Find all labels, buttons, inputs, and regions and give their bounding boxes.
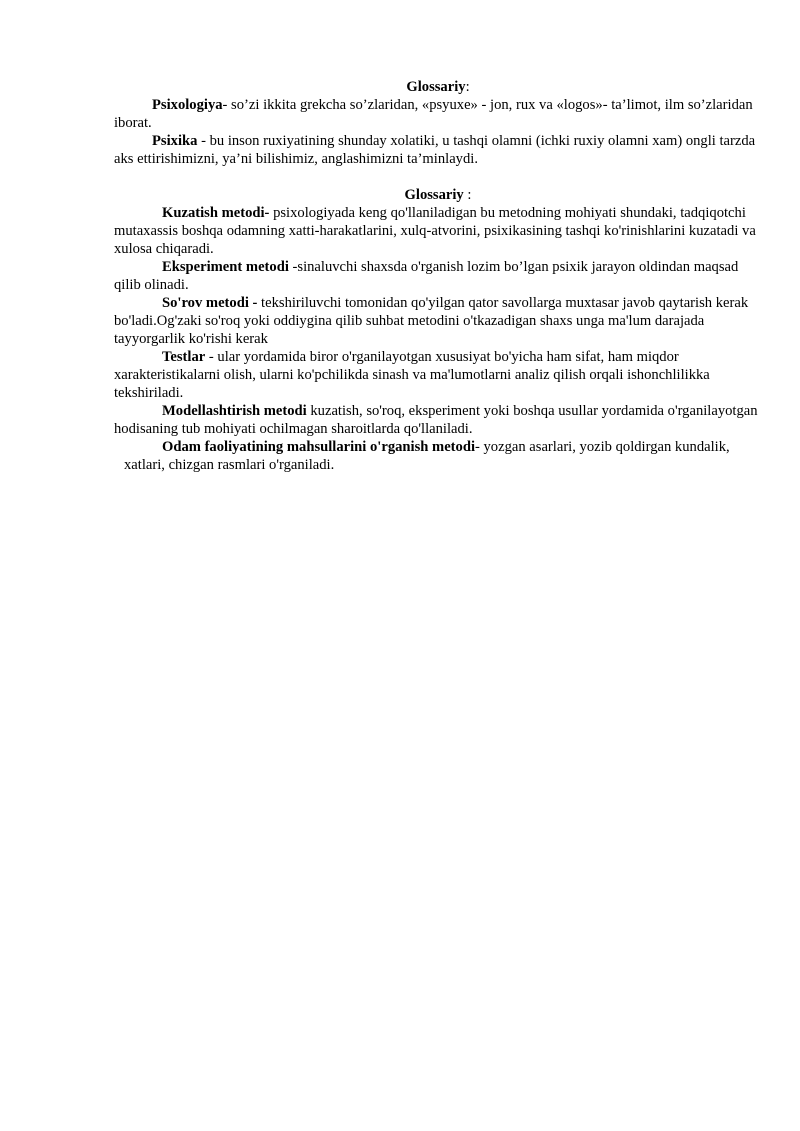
glossary-heading-1 <box>114 78 762 96</box>
glossary-entry-psixika <box>114 132 762 168</box>
term-sorov: So'rov metodi - <box>162 295 258 311</box>
term-kuzatish: Kuzatish metodi- <box>162 205 270 221</box>
glossary-entry-faoliyat-mahsullari <box>114 438 762 474</box>
section-spacer <box>114 168 762 186</box>
glossary-entry-kuzatish <box>114 204 762 258</box>
definition-testlar: - ular yordamida biror o'rganilayotgan xususiyat bo'yicha ham sifat, ham miqdor xarakteristikalarni olish, ularni ko'pchilikda sinash va ma'lumotlarni analiz qilish orqali ishonchlilikka tekshiriladi. <box>114 349 710 401</box>
term-eksperiment: Eksperiment metodi <box>162 259 289 275</box>
term-psixologiya: Psixologiya <box>152 97 223 113</box>
document-page <box>114 78 762 474</box>
glossary-heading-2-suffix: : <box>463 187 472 203</box>
glossary-entry-modellashtirish <box>114 402 762 438</box>
term-testlar: Testlar <box>162 349 206 365</box>
glossary-heading-2-text: Glossariy <box>404 187 464 203</box>
glossary-heading-2 <box>114 186 762 204</box>
glossary-entry-psixologiya <box>114 96 762 132</box>
glossary-entry-eksperiment <box>114 258 762 294</box>
term-faoliyat-mahsullari: Odam faoliyatining mahsullarini o'rganish metodi <box>162 439 475 455</box>
definition-psixika: - bu inson ruxiyatining shunday xolatiki, u tashqi olamni (ichki ruxiy olamni xam) ongli tarzda aks ettirishimizni, ya’ni bilishimiz, anglashimizni ta’minlaydi. <box>114 133 756 167</box>
glossary-entry-testlar <box>114 348 762 402</box>
term-psixika: Psixika <box>152 133 198 149</box>
definition-kuzatish: psixologiyada keng qo'llaniladigan bu metodning mohiyati shundaki, tadqiqotchi mutaxassis boshqa odamning xatti-harakatlarini, xulq-atvorini, psixikasining tashqi ko'rinishlarini kuzatadi va xulosa chiqaradi. <box>114 205 756 257</box>
definition-eksperiment: -sinaluvchi shaxsda o'rganish lozim bo’lgan psixik jarayon oldindan maqsad qilib olinadi. <box>114 259 739 293</box>
definition-psixologiya: - so’zi ikkita grekcha so’zlaridan, «psyuxe» - jon, rux va «logos»- ta’limot, ilm so’zlaridan iborat. <box>114 97 753 131</box>
definition-sorov: tekshiriluvchi tomonidan qo'yilgan qator savollarga muxtasar javob qaytarish kerak bo'ladi.Og'zaki so'roq yoki oddiygina qilib suhbat metodini o'tkazadigan shaxs unga ma'lum darajada tayyorgarlik ko'rishi kerak <box>114 295 749 347</box>
term-modellashtirish: Modellashtirish metodi <box>162 403 307 419</box>
glossary-heading-1-text: Glossariy <box>406 79 466 95</box>
definition-modellashtirish: kuzatish, so'roq, eksperiment yoki boshqa usullar yordamida o'rganilayotgan hodisaning tub mohiyati ochilmagan sharoitlarda qo'llaniladi. <box>114 403 758 437</box>
glossary-entry-sorov <box>114 294 762 348</box>
definition-faoliyat-mahsullari: - yozgan asarlari, yozib qoldirgan kundalik, xatlari, chizgan rasmlari o'rganiladi. <box>124 439 730 473</box>
glossary-heading-1-suffix: : <box>465 79 470 95</box>
